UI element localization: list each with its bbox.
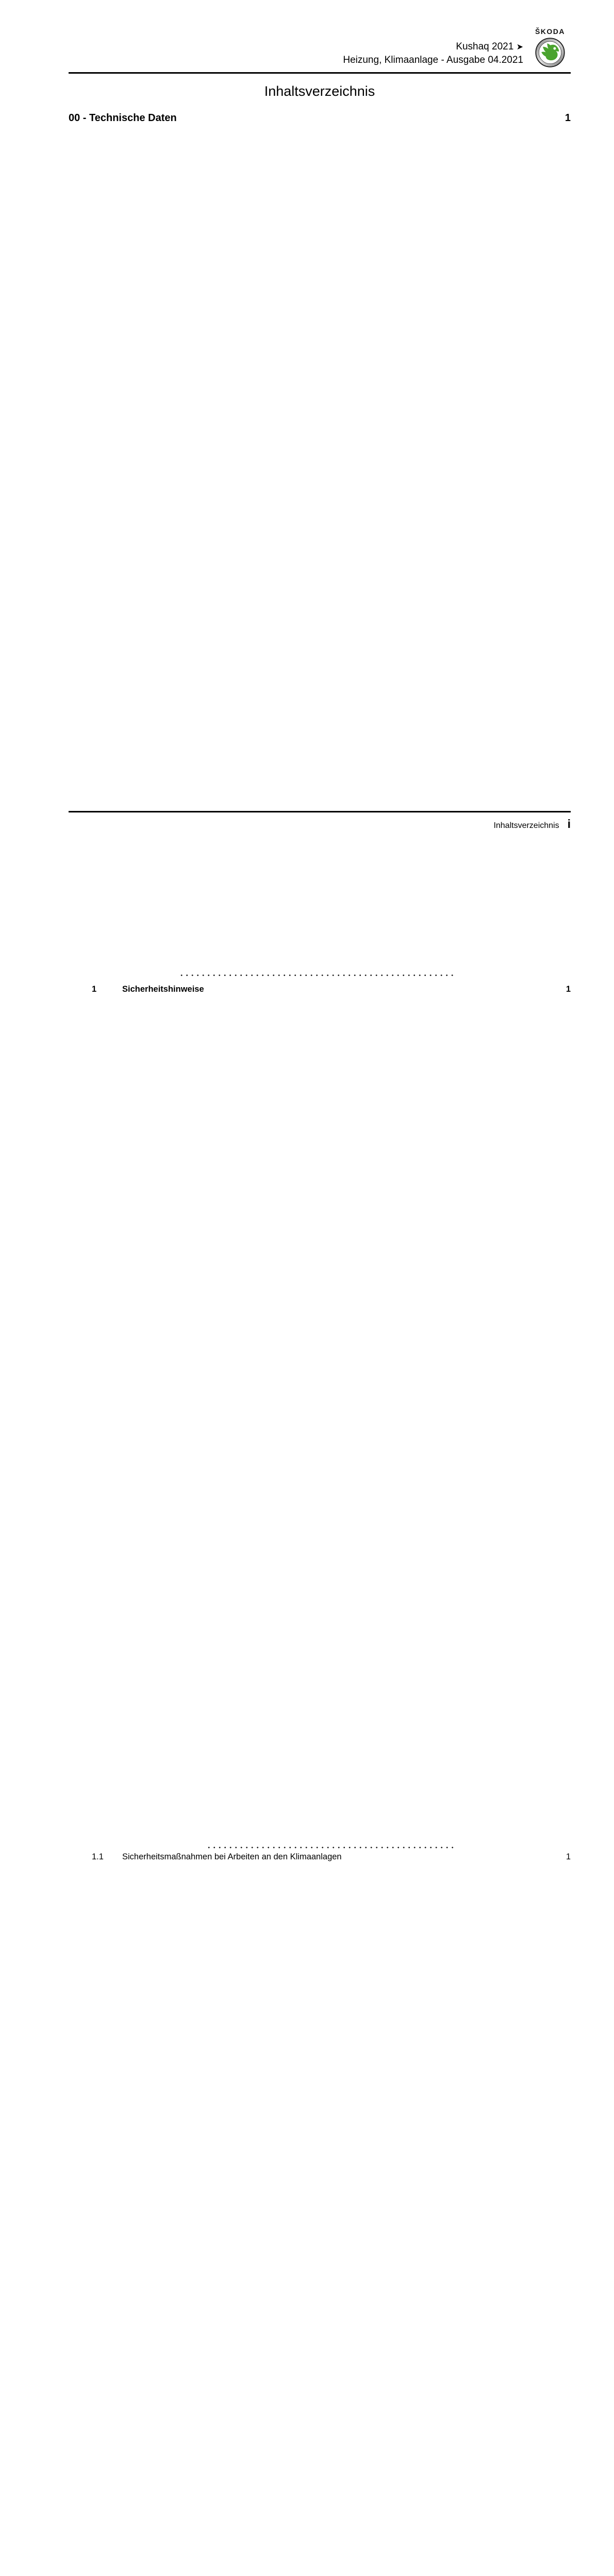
page-header — [69, 0, 571, 68]
skoda-wordmark: ŠKODA — [535, 27, 566, 36]
header-model-line — [343, 40, 523, 54]
skoda-winged-arrow-icon — [535, 37, 566, 68]
table-of-contents — [69, 111, 571, 2576]
toc-entry-page: 1 — [565, 112, 571, 124]
header-divider — [69, 72, 571, 74]
skoda-logo — [529, 28, 571, 68]
model-range-arrow-icon: ➤ — [516, 43, 523, 52]
toc-leader-dots — [180, 111, 457, 979]
toc-entry-title[interactable]: Sicherheitshinweise — [122, 985, 204, 994]
toc-entry-title[interactable]: Sicherheitsmaßnahmen bei Arbeiten an den Klimaanlagen — [122, 1852, 342, 1861]
footer-label: Inhaltsverzeichnis — [493, 821, 559, 830]
header-document-title: Heizung, Klimaanlage - Ausgabe 04.2021 — [343, 55, 523, 65]
toc-row[interactable] — [69, 1851, 571, 2576]
toc-entry-number: 1 — [92, 985, 97, 994]
toc-leader-dots — [345, 1851, 457, 2576]
footer-divider — [69, 811, 571, 812]
toc-entry-page: 1 — [566, 1852, 571, 1861]
toc-entry-title[interactable]: 00 - Technische Daten — [69, 112, 177, 124]
toc-leader-dots — [208, 984, 457, 1851]
toc-entry-number: 1.1 — [92, 1852, 104, 1861]
footer-page-number: i — [567, 817, 571, 831]
page-title: Inhaltsverzeichnis — [264, 83, 375, 99]
toc-row[interactable] — [69, 111, 571, 979]
header-model-text: Kushaq 2021 — [456, 41, 514, 52]
toc-row[interactable] — [69, 984, 571, 1851]
toc-entry-page: 1 — [566, 985, 571, 994]
document-page — [69, 0, 571, 1861]
page-footer — [69, 811, 571, 831]
